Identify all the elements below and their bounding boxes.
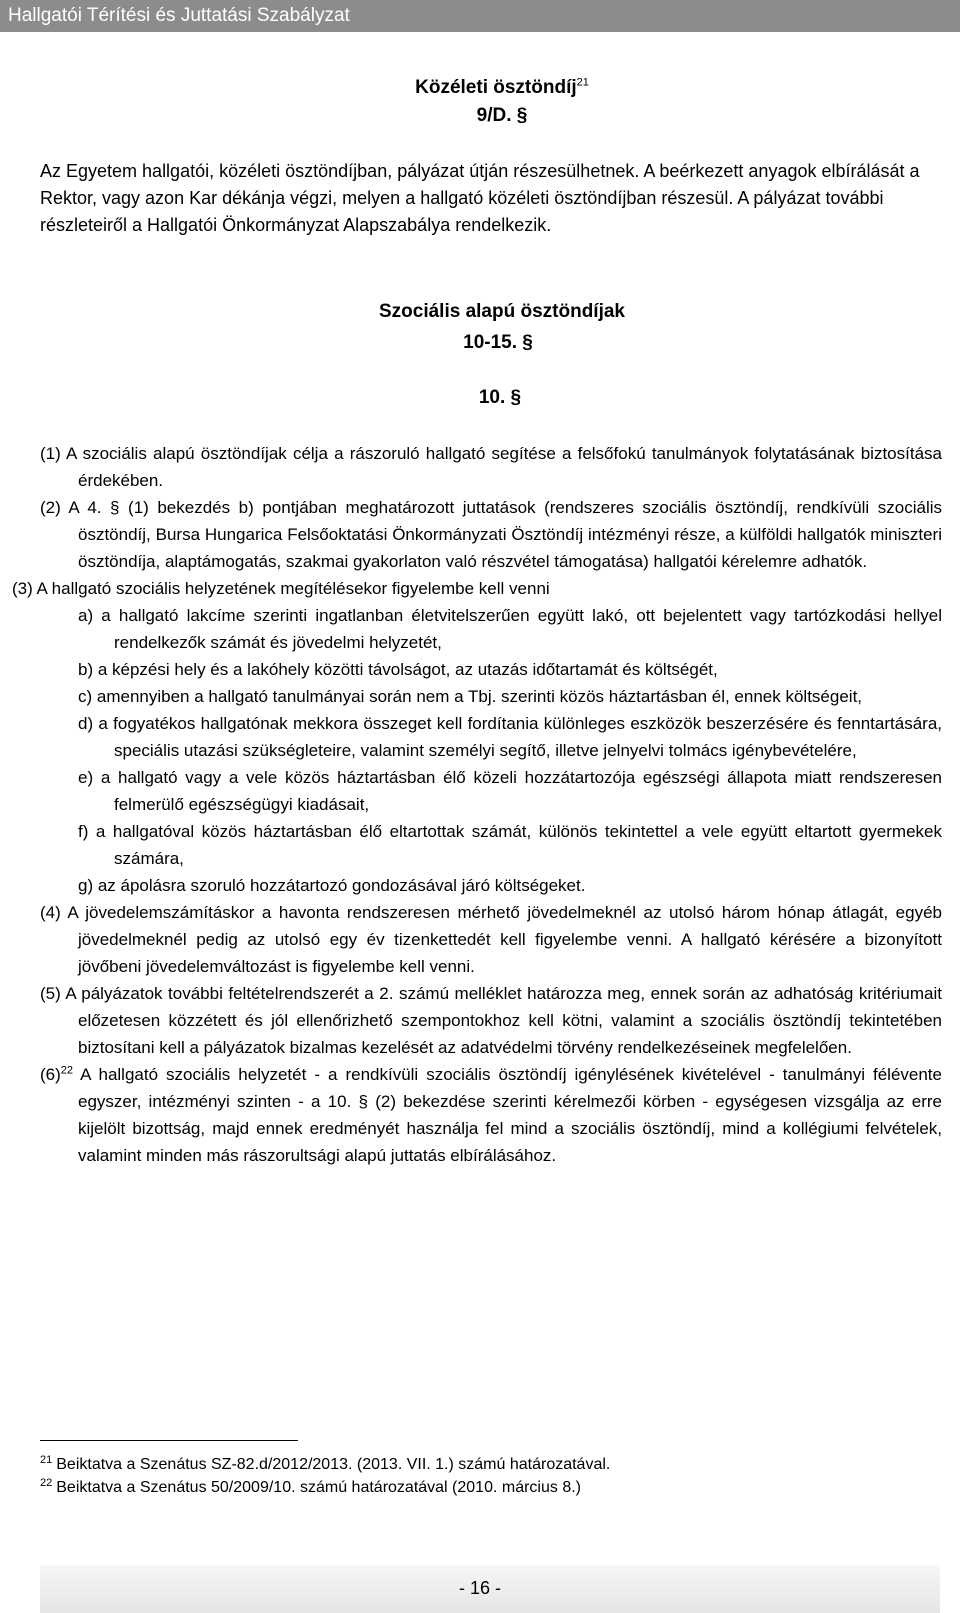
footnote-text: Beiktatva a Szenátus SZ-82.d/2012/2013. (2013. VII. 1.) számú határozatával.: [56, 1456, 611, 1473]
kozeleti-text: Az Egyetem hallgatói, közéleti ösztöndíjban, pályázat útján részesülhetnek. A beérkezett anyagok elbírálását a Rektor, vagy azon Kar dékánja végzi, melyen a hallgató közéleti ösztöndíjban részesül. A pályázat további részleteiről a Hallgatói Önkormányzat Alapszabálya rendelkezik.: [40, 161, 920, 235]
paragraph-number-10: 10. §: [478, 387, 522, 408]
paragraph-6: [40, 1061, 942, 1169]
footnote-divider: [40, 1440, 298, 1441]
footnote-ref-21: 21: [576, 76, 589, 89]
list-item: g) az ápolásra szoruló hozzátartozó gondozásával járó költségeket.: [78, 876, 586, 895]
list-item: e) a hallgató vagy a vele közös háztartásban élő közeli hozzátartozója egészségi állapota miatt rendszeresen felmerülő egészségügyi kiadásait,: [78, 768, 942, 814]
section-title-text: Közéleti ösztöndíj: [415, 77, 577, 98]
document-header: [0, 0, 960, 32]
footnote-number: 22: [40, 1476, 53, 1489]
list-item: d) a fogyatékos hallgatónak mekkora összeget kell fordítania különleges eszközök beszerzésére és fenntartására, speciális utazási szükségleteire, valamint személyi segítő, illetve jelnyelvi tolmács igénybevételére,: [78, 714, 942, 760]
footnote-22: [40, 1478, 581, 1498]
section-title-szocialis: Szociális alapú ösztöndíjak: [378, 301, 625, 322]
paragraph-range: 10-15. §: [463, 332, 533, 353]
page-number: - 16 -: [458, 1578, 501, 1598]
paragraph-number-9d: 9/D. §: [476, 105, 528, 126]
section-body: [12, 440, 942, 1169]
paragraph-2: (2) A 4. § (1) bekezdés b) pontjában meghatározott juttatások (rendszeres szociális ösztöndíj, rendkívüli szociális ösztöndíj, Bursa Hungarica Felsőoktatási Önkormányzati Ösztöndíj intézményi része, a külföldi hallgatók miniszteri ösztöndíja, alaptámogatás, szakmai gyakorlaton való részvétel támogatása) hallgatói kérelemre adhatók.: [40, 498, 942, 571]
paragraph-6-text: A hallgató szociális helyzetét - a rendkívüli szociális ösztöndíj igénylésének kivételével - tanulmányi félévente egyszer, intézményi szinten - a 10. § (2) bekezdése szerinti kérelmezői körben - egységesen vizsgálja az erre kijelölt bizottság, majd ennek eredményét használja fel mind a szociális ösztöndíj, mind a kollégiumi felvételek, valamint minden más rászorultsági alapú juttatás elbírálásához.: [73, 1065, 942, 1165]
paragraph-5: (5) A pályázatok további feltételrendszerét a 2. számú melléklet határozza meg, ennek során az adhatóság kritériumait előzetesen közzétett és jól ellenőrizhető szempontokhoz kell kötni, valamint a szociális ösztöndíj tekintetében biztosítani kell a pályázatok bizalmas kezelését az adatvédelmi törvény rendelkezéseinek megfelelően.: [40, 984, 942, 1057]
footnote-ref-22: 22: [60, 1064, 74, 1077]
paragraph-4: (4) A jövedelemszámításkor a havonta rendszeresen mérhető jövedelmeknél az utolsó három hónap átlagát, egyéb jövedelmeknél pedig az utolsó egy év tizenkettedét kell figyelembe venni. A hallgató kérésére a bizonyított jövőbeni jövedelemváltozást is figyelembe kell venni.: [40, 903, 942, 976]
list-item: a) a hallgató lakcíme szerinti ingatlanban életvitelszerűen együtt lakó, ott bejelentett vagy tartózkodási hellyel rendelkezők számát és jövedelmi helyzetét,: [78, 606, 942, 652]
paragraph-3: (3) A hallgató szociális helyzetének megítélésekor figyelembe kell venni: [12, 579, 550, 598]
paragraph-6-label: (6): [40, 1065, 61, 1084]
list-item: c) amennyiben a hallgató tanulmányai során nem a Tbj. szerinti közös háztartásban él, ennek költségeit,: [78, 687, 863, 706]
document-title: Hallgatói Térítési és Juttatási Szabályzat: [8, 5, 350, 26]
footnote-text: Beiktatva a Szenátus 50/2009/10. számú határozatával (2010. március 8.): [56, 1479, 581, 1496]
footnote-number: 21: [40, 1453, 53, 1466]
list-item: b) a képzési hely és a lakóhely közötti távolságot, az utazás időtartamát és költségét,: [78, 660, 718, 679]
list-item: f) a hallgatóval közös háztartásban élő eltartottak számát, különös tekintettel a vele együtt eltartott gyermekek számára,: [78, 822, 942, 868]
section-title-kozeleti: [22, 76, 960, 100]
footnote-21: [40, 1455, 610, 1475]
paragraph-1: (1) A szociális alapú ösztöndíjak célja a rászoruló hallgató segítése a felsőfokú tanulmányok folytatásának biztosítása érdekében.: [40, 444, 942, 490]
